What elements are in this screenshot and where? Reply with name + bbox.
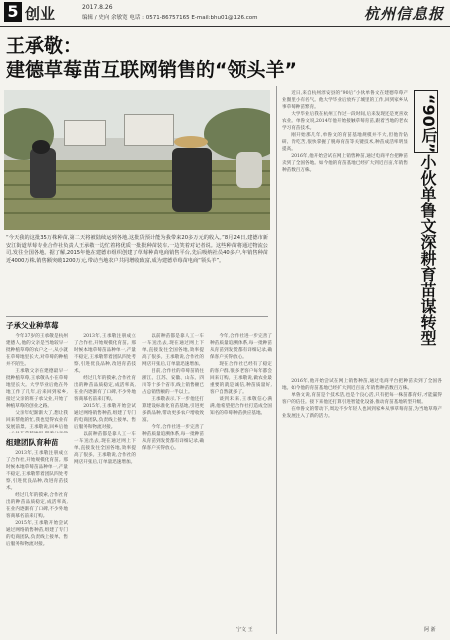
divider <box>6 316 268 317</box>
photo-house <box>124 114 174 146</box>
section-title: 创业 <box>25 5 56 23</box>
sidebar-title-part-1: “90后” <box>419 94 438 154</box>
headline-line-1: 王承敬： <box>6 35 83 57</box>
paragraph: 2015年,王承敬开始尝试通过网络销售种苗,组建了专门的电商团队,负责线上接单、售后服务和物流对接。 <box>6 521 68 547</box>
subhead-2: 组建团队育种苗 <box>6 438 59 447</box>
photo-person <box>172 148 212 212</box>
photo-caption: “今天我的这批35万株种苗,第二天将被陆续运到各地,这批货预计能为我带来20多万元的收入。”8月24日,建德市新安江街道草莓专业合作社负责人王承敬一边忙着将优质一批批种苗装车,一边笑着对记者说。这些种苗将通过物流公司,发往全国各地。据了解,2015年他在建德市组织创建了草莓种苗电商销售平台,先后吸纳社员40多户,年销售种苗近4000万株,销售额突破1200万元,带动当地农户共同增收致富,成为建德草莓苗电商“领头羊”。 <box>6 235 268 264</box>
paragraph: 谈到未来,王承敬信心满满,他希望把合作社打造成全国知名的草莓种苗供应基地。 <box>210 397 272 416</box>
headline <box>6 34 297 82</box>
subhead-1: 子承父业种草莓 <box>6 321 59 330</box>
paragraph: 近日,来自杭州淳安县的“90后”小伙单鲁文在建德草莓产业圈里小有名气。他大学毕业后放弃了城里的工作,回到家乡从事草莓种苗繁育。 <box>282 91 408 110</box>
paragraph: 大学毕业后我在杭州工作过一段时间,后来发现还是更喜欢农业。单鲁文说,2014年他开始接触草莓育苗,跟着当地的老农学习育苗技术。 <box>282 112 408 131</box>
photo-bucket <box>236 152 262 188</box>
paragraph: 经过几年的摸索,合作社育出的种苗品质稳定,成活率高,在业内逐渐有了口碑,不少外地客商慕名前来订购。 <box>6 493 68 519</box>
paragraph: 2013年,王承敬注册成立了合作社,开始规模化育苗。那时候本地草莓苗品种单一,产量不稳定,王承敬带着团队四处考察,引进优良品种,改进育苗技术。 <box>74 334 136 374</box>
paragraph: 2016年,他开始尝试在网上销售种苗,通过电商平台把种苗卖到了全国各地。如今他的育苗基地已经扩大到近百亩,年销售种苗数百万株。 <box>282 154 408 173</box>
article-column-1 <box>6 333 68 433</box>
news-photo <box>4 90 270 230</box>
sidebar-column-1 <box>282 90 408 370</box>
page-number: 5 <box>4 2 22 22</box>
issue-date: 2017.8.26 <box>82 4 113 11</box>
paragraph: 单鲁文说,育苗是个技术活,也是个良心活,只有把每一株苗都育好,才能赢得客户的信任。接下来他还打算引进智能化设备,推动育苗基地转型升级。 <box>282 393 442 405</box>
sidebar-column-2 <box>282 378 442 628</box>
article-byline: 宁文 王 <box>236 627 253 633</box>
paragraph: 现在合作社已经有了稳定的客户群,很多老客户每年都会回来订购。王承敬说,做农业最重要的就是诚信,种苗质量好,客户自然就多了。 <box>210 362 272 395</box>
column-divider <box>276 86 277 634</box>
article-column-1b <box>6 450 68 632</box>
photo-person-head <box>32 140 50 154</box>
paragraph: 今年,合作社进一步完善了种苗质量追溯体系,每一批种苗从育苗到发货都有详细记录,确保客户买得放心。 <box>142 425 204 451</box>
photo-straw-hat <box>174 136 208 148</box>
article-column-4 <box>210 333 272 623</box>
sidebar-title-part-2: 小伙单鲁文深耕育苗谋转型 <box>418 154 437 346</box>
editor-contact-line: 编辑 / 史向 余敏宽 电话 : 0571-86757165 E-mail:bhu01@126.com <box>82 15 258 21</box>
paragraph: 2015年,王承敬开始尝试通过网络销售种苗,组建了专门的电商团队,负责线上接单、售后服务和物流对接。 <box>74 404 136 430</box>
paragraph: 目前,合作社的草莓苗销往浙江、江苏、安徽、山东、四川等十多个省市,线上销售额已占总销售额的一半以上。 <box>142 369 204 395</box>
photo-house <box>64 120 106 146</box>
paragraph: 今年,合作社进一步完善了种苗质量追溯体系,每一批种苗从育苗到发货都有详细记录,确保客户买得放心。 <box>210 334 272 360</box>
paragraph: 今年37岁的王承敬是杭州建德人,他的父亲是当地较早一批种植草莓的农户之一,从小就在草莓地里长大,对草莓的种植并不陌生。 <box>6 334 68 367</box>
headline-line-2: 建德草莓苗互联网销售的“领头羊” <box>6 59 297 81</box>
paragraph: 以前种苗都是靠人工一车一车送出去,现在通过网上下单,直接发往全国各地,效率提高了很多。王承敬说,合作社的网店开张后,订单量迅速增加。 <box>142 334 204 367</box>
paragraph: 父亲年纪渐渐大了,想让我回来帮他的忙,我也觉得农业有发展前景。王承敬说,回乡后他 <box>6 411 68 430</box>
paper-name: 杭州信息报 <box>363 5 444 23</box>
paragraph: 经过几年的摸索,合作社育出的种苗品质稳定,成活率高,在业内逐渐有了口碑,不少外地客商慕名前来订购。 <box>74 376 136 402</box>
paragraph: 2013年,王承敬注册成立了合作社,开始规模化育苗。那时候本地草莓苗品种单一,产量不稳定,王承敬带着团队四处考察,引进优良品种,改进育苗技术。 <box>6 451 68 491</box>
paragraph: 2016年,他开始尝试在网上销售种苗,通过电商平台把种苗卖到了全国各地。如今他的育苗基地已经扩大到近百亩,年销售种苗数百万株。 <box>282 379 442 391</box>
paragraph: 刚开始那几年,单鲁文的育苗基地规模并不大,但他肯钻研、肯吃苦,很快掌握了脱毒育苗等关键技术,种苗成活率明显提高。 <box>282 133 408 152</box>
article-column-2 <box>74 333 136 633</box>
field-row <box>4 198 270 200</box>
paragraph: 在单鲁文的带动下,周边不少年轻人也回到家乡从事草莓育苗,为当地草莓产业发展注入了新的活力。 <box>282 407 442 419</box>
photo-person <box>30 148 56 198</box>
field-row <box>4 212 270 214</box>
sidebar-title <box>414 90 440 380</box>
sidebar-byline: 阿 浙 <box>424 627 436 633</box>
photo-tree <box>204 108 270 160</box>
masthead <box>0 0 450 27</box>
article-column-3 <box>142 333 204 633</box>
paragraph: 王承敬表示,下一步他还打算建设标准化育苗基地,引进更多新品种,带动更多农户增收致富。 <box>142 397 204 423</box>
paragraph: 以前种苗都是靠人工一车一车送出去,现在通过网上下单,直接发往全国各地,效率提高了很多。王承敬说,合作社的网店开张后,订单量迅速增加。 <box>74 432 136 465</box>
paragraph: 王承敬父亲在建德最早一批种植草莓,王承敬从小在草莓地里长大。大学毕业后他在外地工作了几年,后来回到家乡,接过父亲的班子承父业,开始了种植草莓的创业之路。 <box>6 369 68 409</box>
